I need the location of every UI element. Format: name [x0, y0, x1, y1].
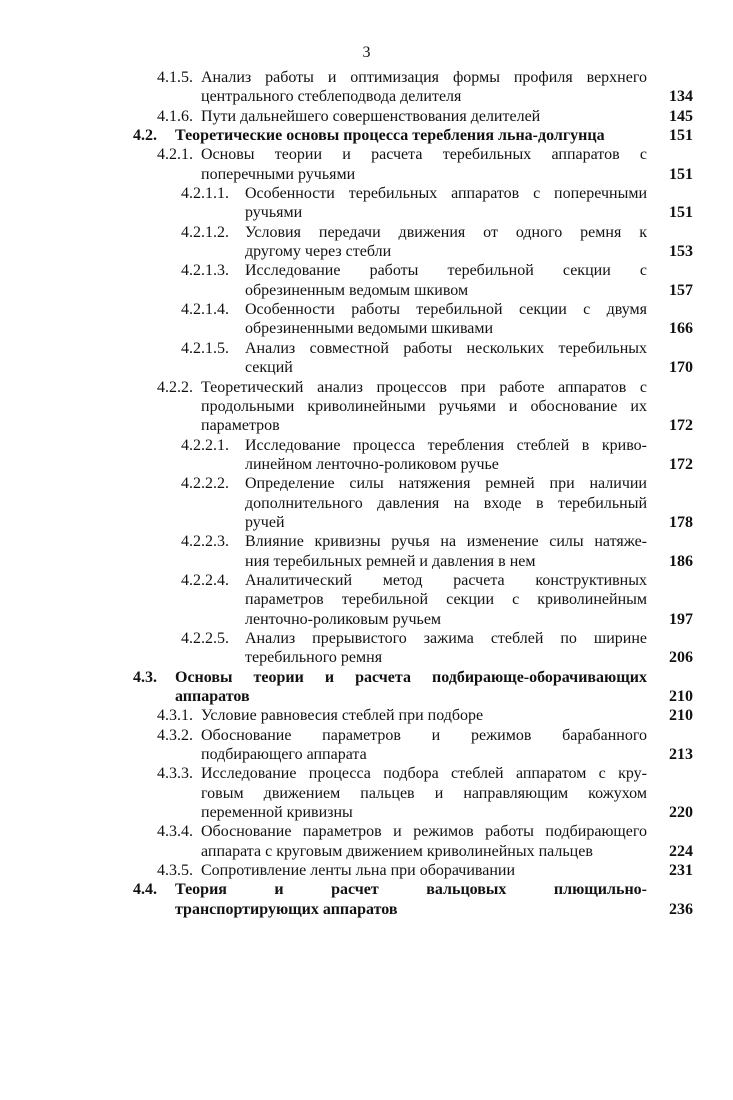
page-number: 3	[362, 44, 371, 61]
toc-entry-page: 151	[669, 165, 693, 183]
toc-entry-number: 4.2.2.	[157, 378, 193, 396]
toc-entry	[0, 145, 733, 184]
toc-entry-page: 178	[669, 513, 693, 531]
toc-entry	[0, 126, 733, 145]
toc-entry-title	[175, 880, 647, 919]
toc-entry-title-line: обрезиненными ведомыми шкивами	[245, 320, 494, 338]
toc-entry-page: 197	[669, 610, 693, 628]
toc-entry-number: 4.2.	[133, 127, 157, 145]
toc-entry-title-line: Основы теории и расчета теребильных аппаратов с	[201, 146, 647, 164]
toc-entry-page: 134	[669, 88, 693, 106]
toc-entry-title-line: другому через стебли	[245, 243, 392, 261]
toc-entry-page: 166	[669, 320, 693, 338]
toc-entry-title	[201, 145, 647, 184]
toc-entry	[0, 861, 733, 880]
toc-entry-page: 186	[669, 552, 693, 570]
toc-entry-page: 210	[669, 707, 693, 725]
toc-entry-number: 4.2.2.5.	[181, 629, 229, 647]
toc-entry	[0, 822, 733, 861]
toc-entry-title	[245, 629, 647, 668]
toc-entry-title	[245, 571, 647, 629]
toc-entry-title	[245, 474, 647, 532]
toc-entry	[0, 300, 733, 339]
toc-entry	[0, 668, 733, 707]
toc-entry	[0, 107, 733, 126]
toc-entry-title-line: Особенности теребильных аппаратов с поперечными	[245, 185, 647, 203]
toc-entry-number: 4.2.1.2.	[181, 223, 229, 241]
toc-entry-title	[245, 184, 647, 223]
toc-entry-title-line: Анализ работы и оптимизация формы профиля верхнего	[201, 69, 647, 86]
toc-entry-number: 4.3.1.	[157, 707, 193, 725]
toc-entry-title-line: ручьями	[245, 204, 303, 222]
toc-entry	[0, 532, 733, 571]
toc-entry-title	[245, 532, 647, 571]
toc-entry-title	[245, 339, 647, 378]
toc-entry-title-line: Теоретический анализ процессов при работе аппаратов с	[201, 378, 647, 396]
toc-entry-number: 4.3.3.	[157, 765, 193, 783]
toc-entry-title-line: Определение силы натяжения ремней при наличии	[245, 475, 647, 493]
toc-entry-title-line: поперечными ручьями	[201, 165, 356, 183]
toc-entry-title-line: переменной кривизны	[201, 804, 353, 822]
toc-entry-number: 4.3.5.	[157, 862, 193, 880]
toc-entry-title-line: линейном ленточно-роликовом ручье	[245, 455, 499, 473]
toc-entry-title-line: ручей	[245, 513, 285, 531]
toc-entry	[0, 706, 733, 725]
toc-entry-title-line: Влияние кривизны ручья на изменение силы натяже-	[245, 533, 647, 551]
toc-entry-page: 153	[669, 243, 693, 261]
toc-entry-title-line: транспортирующих аппаратов	[175, 900, 398, 918]
toc-entry-page: 145	[669, 107, 693, 125]
toc-entry-title-line: Исследование процесса подбора стеблей аппаратом с кру-	[201, 765, 647, 783]
toc-entry	[0, 571, 733, 629]
toc-entry	[0, 378, 733, 436]
toc-entry-title-line: Исследование процесса теребления стеблей в криво-	[245, 436, 647, 454]
toc-entry	[0, 436, 733, 475]
toc-entry-page: 236	[669, 900, 693, 918]
toc-entry-title	[245, 223, 647, 262]
toc-entry-title-line: Сопротивление ленты льна при оборачивании	[201, 862, 516, 880]
toc-entry-title-line: Аналитический метод расчета конструктивных	[245, 571, 647, 589]
toc-entry-title-line: секций	[245, 359, 293, 377]
toc-entry-title-line: Условия передачи движения от одного ремня к	[245, 223, 647, 241]
toc-entry-number: 4.2.1.	[157, 146, 193, 164]
toc-entry-title-line: теребильного ремня	[245, 649, 383, 667]
toc-entry-page: 172	[669, 417, 693, 435]
toc-entry-page: 224	[669, 842, 693, 860]
toc-entry-title-line: продольными криволинейными ручьями и обоснование их	[201, 397, 647, 415]
toc-entry-title-line: аппаратов	[175, 688, 250, 705]
toc-entry-number: 4.3.2.	[157, 726, 193, 744]
toc-entry-title-line: Особенности работы теребильной секции с двумя	[245, 301, 647, 319]
toc-entry-page: 151	[669, 204, 693, 222]
toc-entry-title	[201, 68, 647, 107]
toc-entry	[0, 261, 733, 300]
toc-entry-title-line: Обоснование параметров и режимов барабанного	[201, 726, 647, 744]
toc-entry	[0, 474, 733, 532]
toc-entry-number: 4.2.1.1.	[181, 185, 229, 203]
toc-entry-page: 231	[669, 862, 693, 880]
toc-entry-title-line: центрального стеблеподвода делителя	[201, 88, 462, 106]
toc-entry-title-line: дополнительного давления на входе в теребильный	[245, 494, 647, 512]
toc-entry-page: 213	[669, 746, 693, 764]
toc-entry-title-line: параметров	[201, 417, 280, 435]
toc-entry-number: 4.2.1.5.	[181, 339, 229, 357]
toc-entry-title-line: параметров теребильной секции с криволинейным	[245, 591, 647, 609]
toc-entry-title-line: Обоснование параметров и режимов работы подбирающего	[201, 823, 647, 841]
toc-entry-title	[201, 726, 647, 765]
table-of-contents	[0, 68, 733, 919]
toc-entry	[0, 764, 733, 822]
toc-entry	[0, 880, 733, 919]
toc-entry-title	[201, 822, 647, 861]
toc-entry-number: 4.1.5.	[157, 69, 193, 86]
toc-entry-page: 172	[669, 455, 693, 473]
toc-entry-title-line: обрезиненным ведомым шкивом	[245, 281, 469, 299]
toc-entry-number: 4.2.1.3.	[181, 262, 229, 280]
toc-entry-title-line: Анализ совместной работы нескольких теребильных	[245, 339, 647, 357]
toc-entry-title	[201, 378, 647, 436]
toc-entry	[0, 629, 733, 668]
toc-entry-page: 206	[669, 649, 693, 667]
toc-entry-title-line: Теоретические основы процесса теребления льна-долгунца	[175, 127, 605, 145]
toc-entry-title-line: ния теребильных ремней и давления в нем	[245, 552, 536, 570]
toc-entry-page: 210	[669, 688, 693, 705]
toc-entry-title	[245, 300, 647, 339]
toc-entry	[0, 68, 733, 107]
toc-entry-page: 170	[669, 359, 693, 377]
toc-entry	[0, 339, 733, 378]
toc-entry-number: 4.2.2.3.	[181, 533, 229, 551]
toc-entry-title-line: Анализ прерывистого зажима стеблей по ширине	[245, 629, 647, 647]
toc-entry-title-line: Исследование работы теребильной секции с	[245, 262, 647, 280]
toc-entry-title	[201, 706, 647, 725]
toc-entry-number: 4.3.	[133, 668, 157, 686]
toc-entry-title-line: ленточно-роликовым ручьем	[245, 610, 442, 628]
toc-entry-title-line: Условие равновесия стеблей при подборе	[201, 707, 484, 725]
toc-entry-number: 4.2.2.4.	[181, 571, 229, 589]
toc-entry-title	[201, 861, 647, 880]
toc-entry-title-line: аппарата с круговым движением криволинейных пальцев	[201, 842, 593, 860]
toc-entry	[0, 726, 733, 765]
toc-entry-title	[245, 261, 647, 300]
toc-entry	[0, 184, 733, 223]
toc-entry-title-line: Пути дальнейшего совершенствования делителей	[201, 107, 541, 125]
toc-entry-title	[175, 668, 647, 707]
toc-entry-title-line: говым движением пальцев и направляющим кожухом	[201, 784, 647, 802]
toc-entry-title	[245, 436, 647, 475]
toc-entry-number: 4.1.6.	[157, 107, 193, 125]
toc-entry-number: 4.4.	[133, 881, 157, 899]
toc-entry-number: 4.3.4.	[157, 823, 193, 841]
toc-entry-page: 157	[669, 281, 693, 299]
toc-entry-title-line: Основы теории и расчета подбирающе-оборачивающих	[175, 668, 647, 686]
toc-entry-title	[201, 107, 647, 126]
toc-entry-number: 4.2.2.1.	[181, 436, 229, 454]
toc-entry-page: 151	[669, 127, 693, 145]
toc-entry-title	[201, 764, 647, 822]
toc-entry-number: 4.2.2.2.	[181, 475, 229, 493]
toc-entry-number: 4.2.1.4.	[181, 301, 229, 319]
toc-entry	[0, 223, 733, 262]
toc-entry-title	[175, 126, 647, 145]
toc-entry-title-line: Теория и расчет вальцовых плющильно-	[175, 881, 647, 899]
toc-entry-page: 220	[669, 804, 693, 822]
toc-entry-title-line: подбирающего аппарата	[201, 746, 367, 764]
